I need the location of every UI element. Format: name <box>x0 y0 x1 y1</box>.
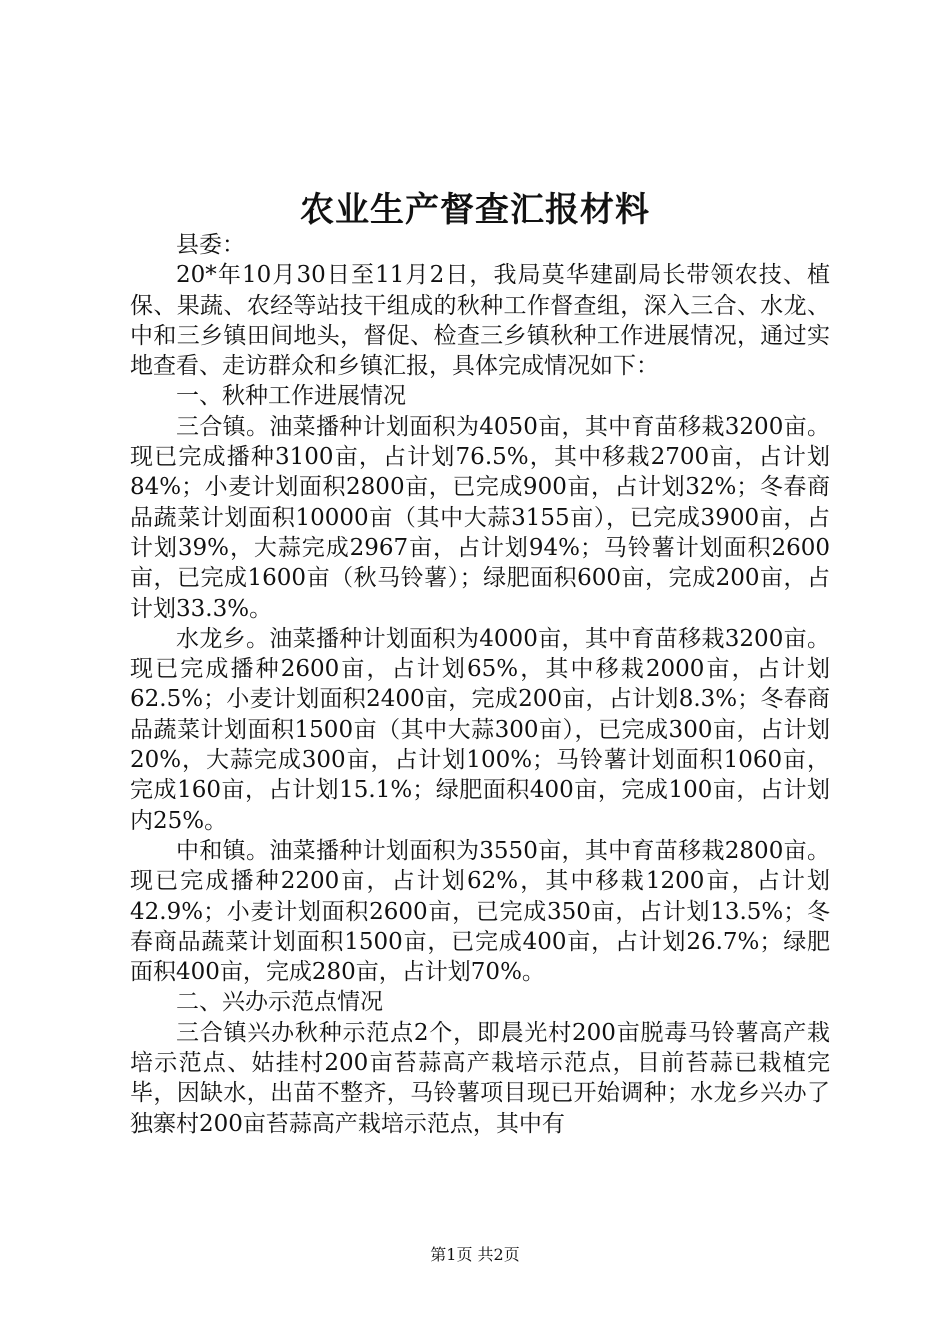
document-body <box>130 230 830 1139</box>
section-heading-2: 二、兴办示范点情况 <box>176 989 383 1016</box>
paragraph-intro: 20*年10月30日至11月2日，我局莫华建副局长带领农技、植保、果蔬、农经等站技干组成的秋种工作督查组，深入三合、水龙、中和三乡镇田间地头，督促、检查三乡镇秋种工作进展情况，通过实地查看、走访群众和乡镇汇报，具体完成情况如下： <box>130 262 830 380</box>
document-title: 农业生产督查汇报材料 <box>300 190 650 230</box>
paragraph-demo-sites: 三合镇兴办秋种示范点2个，即晨光村200亩脱毒马铃薯高产栽培示范点、姑挂村200亩苔蒜高产栽培示范点，目前苔蒜已栽植完毕，因缺水，出苗不整齐，马铃薯项目现已开始调种；水龙乡兴办了独寨村200亩苔蒜高产栽培示范点，其中有 <box>130 1019 830 1137</box>
paragraph-sanhe: 三合镇。油菜播种计划面积为4050亩，其中育苗移栽3200亩。现已完成播种3100亩，占计划76.5%，其中移栽2700亩，占计划84%；小麦计划面积2800亩，已完成900亩，占计划32%；冬春商品蔬菜计划面积10000亩（其中大蒜3155亩），已完成3900亩，占计划39%，大蒜完成2967亩，占计划94%；马铃薯计划面积2600亩，已完成1600亩（秋马铃薯）；绿肥面积600亩，完成200亩，占计划33.3%。 <box>130 413 830 622</box>
paragraph-shuilong: 水龙乡。油菜播种计划面积为4000亩，其中育苗移栽3200亩。现已完成播种2600亩，占计划65%，其中移栽2000亩，占计划62.5%；小麦计划面积2400亩，完成200亩，占计划8.3%；冬春商品蔬菜计划面积1500亩（其中大蒜300亩），已完成300亩，占计划20%，大蒜完成300亩，占计划100%；马铃薯计划面积1060亩，完成160亩，占计划15.1%；绿肥面积400亩，完成100亩，占计划内25%。 <box>130 625 830 834</box>
page-footer: 第1页 共2页 <box>430 1245 520 1264</box>
salutation: 县委： <box>176 232 245 258</box>
paragraph-zhonghe: 中和镇。油菜播种计划面积为3550亩，其中育苗移栽2800亩。现已完成播种2200亩，占计划62%，其中移栽1200亩，占计划42.9%；小麦计划面积2600亩，已完成350亩，占计划13.5%；冬春商品蔬菜计划面积1500亩，已完成400亩，占计划26.7%；绿肥面积400亩，完成280亩，占计划70%。 <box>130 837 830 986</box>
section-heading-1: 一、秋种工作进展情况 <box>176 383 406 410</box>
